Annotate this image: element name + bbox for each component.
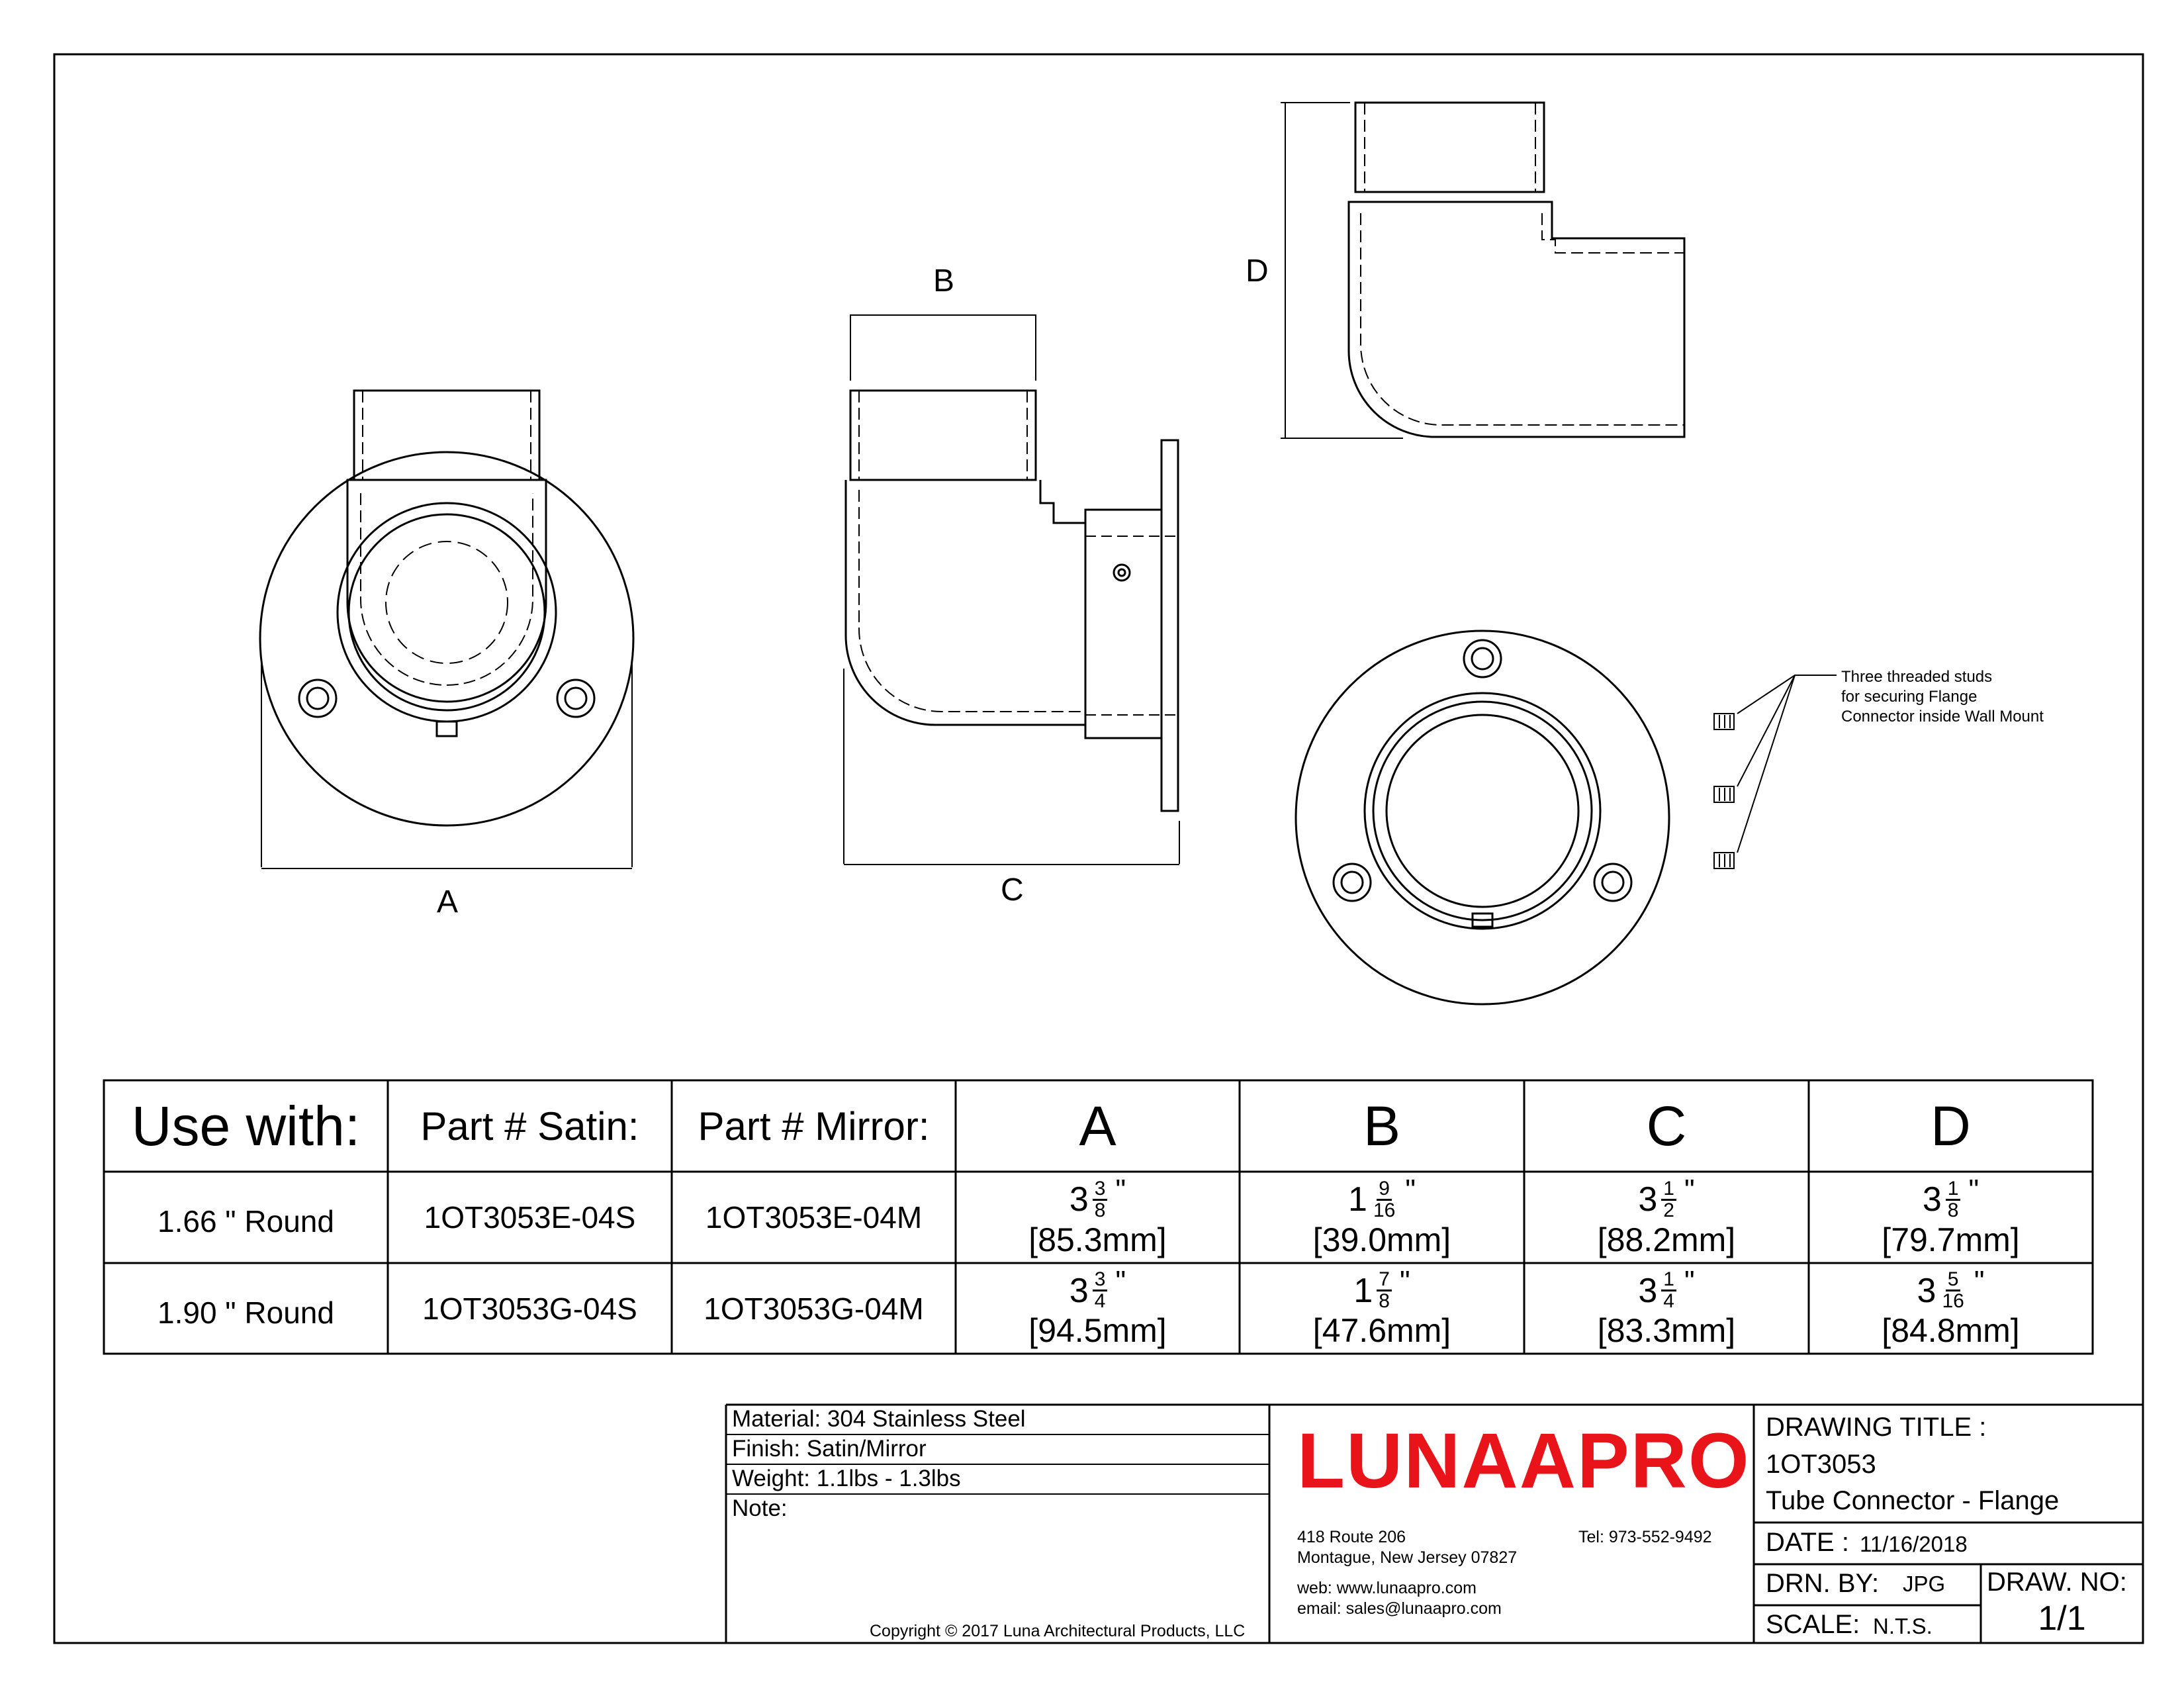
row1-use-with: 1.66 " Round (158, 1204, 334, 1239)
address-line-1: 418 Route 206 (1297, 1528, 1406, 1546)
row1-c-den: 2 (1663, 1199, 1674, 1221)
dim-label-a: A (437, 884, 459, 919)
row1-d-inch: " (1968, 1174, 1979, 1206)
stud-note-line-2: for securing Flange (1841, 688, 1978, 706)
row2-dim-b (1240, 1263, 1524, 1354)
row2-part-mirror: 1OT3053G-04M (704, 1291, 924, 1326)
email[interactable]: email: sales@lunaapro.com (1297, 1599, 1502, 1618)
drawing-title-label: DRAWING TITLE : (1766, 1413, 1987, 1442)
row2-dim-d (1809, 1263, 2093, 1354)
copyright: Copyright © 2017 Luna Architectural Products, LLC (870, 1622, 1246, 1640)
row2-use-with: 1.90 " Round (158, 1295, 334, 1330)
telephone: Tel: 973-552-9492 (1578, 1528, 1712, 1546)
note-label: Note: (732, 1495, 788, 1521)
row1-c-num: 1 (1661, 1179, 1676, 1201)
row1-dim-b (1240, 1172, 1524, 1263)
row1-dim-c (1524, 1172, 1809, 1263)
row2-d-num: 5 (1946, 1270, 1961, 1291)
row1-c-inch: " (1684, 1174, 1695, 1206)
row1-d-num: 1 (1946, 1179, 1961, 1201)
row2-c-whole: 3 (1638, 1271, 1658, 1310)
row1-a-mm: [85.3mm] (1028, 1221, 1167, 1258)
dim-label-d: D (1246, 254, 1269, 289)
front-view (260, 391, 633, 868)
row2-b-den: 8 (1379, 1290, 1390, 1312)
row1-a-inch: " (1115, 1174, 1126, 1206)
drawing-title-number: 1OT3053 (1766, 1450, 1876, 1479)
row1-b-whole: 1 (1348, 1180, 1367, 1219)
row2-d-den: 16 (1942, 1290, 1964, 1312)
row2-b-inch: " (1399, 1264, 1410, 1297)
table-header-part-mirror: Part # Mirror: (698, 1103, 930, 1149)
address-line-2: Montague, New Jersey 07827 (1297, 1548, 1518, 1567)
weight-spec: Weight: 1.1lbs - 1.3lbs (732, 1466, 961, 1491)
row2-c-mm: [83.3mm] (1597, 1312, 1736, 1349)
row2-dim-c (1524, 1263, 1809, 1354)
row2-a-den: 4 (1094, 1290, 1106, 1312)
material-spec: Material: 304 Stainless Steel (732, 1406, 1026, 1432)
scale-value: N.T.S. (1873, 1614, 1933, 1638)
row1-part-satin: 1OT3053E-04S (424, 1200, 636, 1235)
row1-a-den: 8 (1094, 1199, 1106, 1221)
row2-dim-a (956, 1263, 1240, 1354)
stud-note-line-1: Three threaded studs (1841, 668, 1993, 686)
finish-spec: Finish: Satin/Mirror (732, 1436, 927, 1462)
drawn-by-value: JPG (1903, 1571, 1946, 1596)
row1-c-mm: [88.2mm] (1597, 1221, 1736, 1258)
row1-d-whole: 3 (1922, 1180, 1942, 1219)
row2-d-inch: " (1974, 1264, 1985, 1297)
row2-d-mm: [84.8mm] (1882, 1312, 2020, 1349)
row2-c-num: 1 (1661, 1270, 1676, 1291)
table-header-b: B (1363, 1094, 1401, 1157)
elbow-view (1281, 103, 1684, 438)
row1-part-mirror: 1OT3053E-04M (705, 1200, 923, 1235)
table-header-part-satin: Part # Satin: (420, 1103, 639, 1149)
draw-number-label: DRAW. NO: (1987, 1568, 2127, 1597)
date-label: DATE : (1766, 1528, 1849, 1557)
stud-note-line-3: Connector inside Wall Mount (1841, 708, 2044, 726)
row2-a-mm: [94.5mm] (1028, 1312, 1167, 1349)
row2-a-num: 3 (1093, 1270, 1108, 1291)
website[interactable]: web: www.lunaapro.com (1297, 1579, 1477, 1597)
threaded-studs (1714, 675, 1837, 868)
flange-plan-view (1296, 631, 1669, 1004)
scale-label: SCALE: (1766, 1610, 1860, 1639)
company-logo: LUNAAPRO (1297, 1417, 1751, 1505)
row1-b-inch: " (1405, 1174, 1416, 1206)
row1-d-den: 8 (1947, 1199, 1959, 1221)
row1-d-mm: [79.7mm] (1882, 1221, 2020, 1258)
table-header-d: D (1931, 1094, 1971, 1157)
row2-part-satin: 1OT3053G-04S (422, 1291, 637, 1326)
table-header-a: A (1079, 1094, 1116, 1157)
row2-a-inch: " (1115, 1264, 1126, 1297)
table-header-c: C (1646, 1094, 1687, 1157)
row2-c-den: 4 (1663, 1290, 1674, 1312)
dim-label-c: C (1001, 872, 1024, 908)
row2-b-mm: [47.6mm] (1312, 1312, 1451, 1349)
row2-d-whole: 3 (1917, 1271, 1936, 1310)
row1-b-mm: [39.0mm] (1312, 1221, 1451, 1258)
row2-a-whole: 3 (1069, 1271, 1089, 1310)
drawing-title-name: Tube Connector - Flange (1766, 1486, 2060, 1515)
row1-dim-a (956, 1172, 1240, 1263)
date-value: 11/16/2018 (1860, 1532, 1968, 1556)
drawn-by-label: DRN. BY: (1766, 1569, 1880, 1598)
row1-dim-d (1809, 1172, 2093, 1263)
row1-b-num: 9 (1377, 1179, 1392, 1201)
row2-b-whole: 1 (1353, 1271, 1373, 1310)
row1-a-num: 3 (1093, 1179, 1108, 1201)
row2-c-inch: " (1684, 1264, 1695, 1297)
table-header-use-with: Use with: (131, 1094, 361, 1157)
side-view (844, 314, 1179, 865)
row1-c-whole: 3 (1638, 1180, 1658, 1219)
draw-number-value: 1/1 (2038, 1599, 2086, 1638)
row1-a-whole: 3 (1069, 1180, 1089, 1219)
row2-b-num: 7 (1377, 1270, 1392, 1291)
row1-b-den: 16 (1373, 1199, 1396, 1221)
dim-label-b: B (933, 263, 955, 299)
